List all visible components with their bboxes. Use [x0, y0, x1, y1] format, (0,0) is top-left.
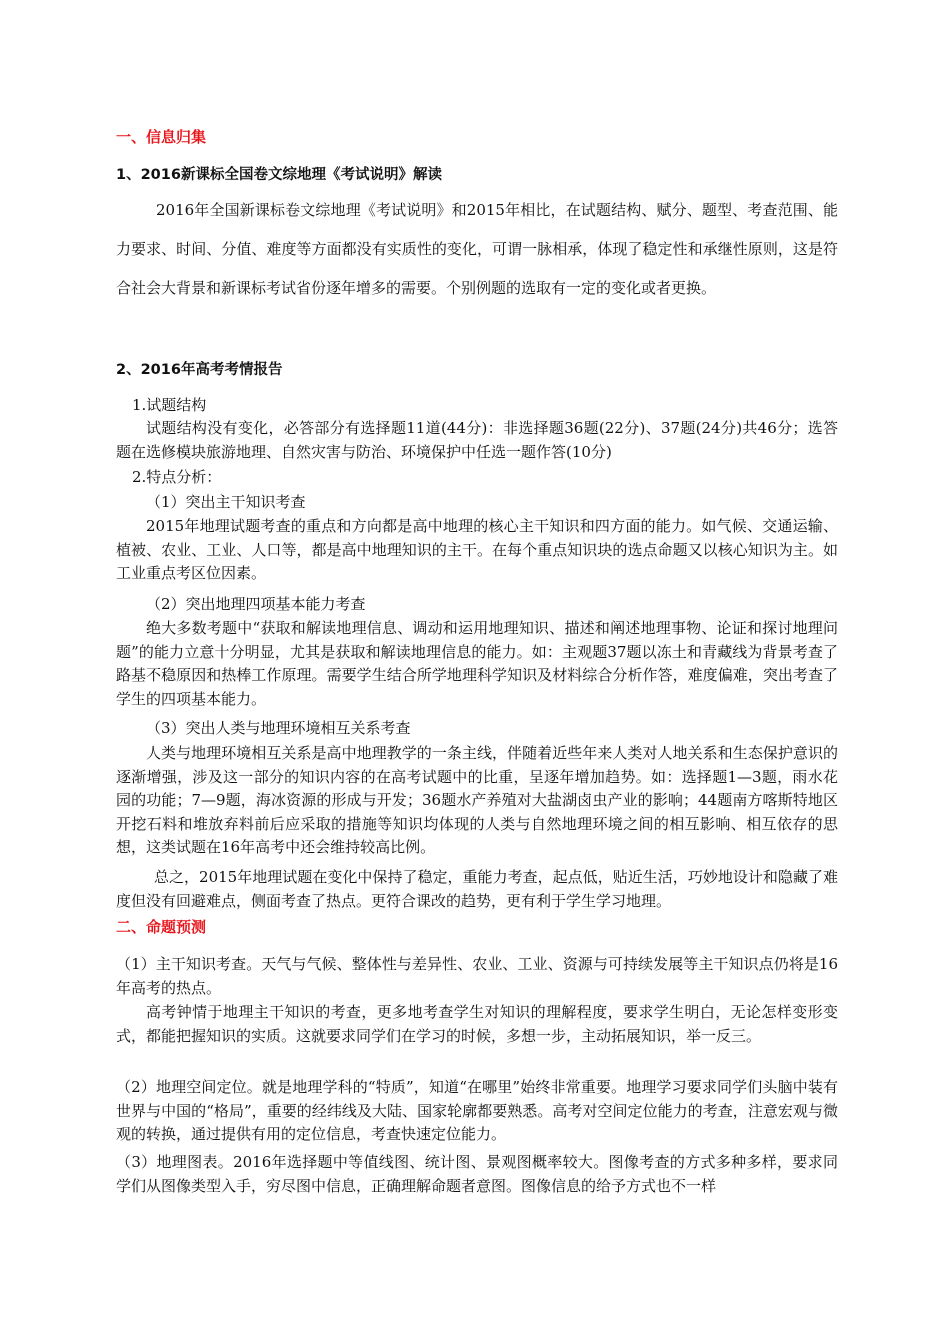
subsection-2-heading: 2、2016年高考考情报告: [116, 362, 283, 378]
section-2-heading: 二、命题预测: [116, 918, 207, 936]
summary-paragraph: 总之，2015年地理试题在变化中保持了稳定，重能力考查，起点低，贴近生活，巧妙地设计和隐藏了难度但没有回避难点，侧面考查了热点。更符合课改的趋势，更有利于学生学习地理。: [116, 868, 838, 910]
subsection-1-paragraph: 2016年全国新课标卷文综地理《考试说明》和2015年相比，在试题结构、赋分、题型、考查范围、能力要求、时间、分值、难度等方面都没有实质性的变化，可谓一脉相承，体现了稳定性和承继性原则，这是符合社会大背景和新课标考试省份逐年增多的需要。个别例题的选取有一定的变化或者更换。: [116, 201, 838, 297]
point-1-title: （1）突出主干知识考查: [146, 493, 306, 511]
subsection-1-heading: 1、2016新课标全国卷文综地理《考试说明》解读: [116, 167, 442, 183]
prediction-3: （3）地理图表。2016年选择题中等值线图、统计图、景观图概率较大。图像考查的方式多种多样，要求同学们从图像类型入手，穷尽图中信息，正确理解命题者意图。图像信息的给予方式也不一样: [116, 1153, 838, 1195]
prediction-2: （2）地理空间定位。就是地理学科的“特质”，知道“在哪里”始终非常重要。地理学习要求同学们头脑中装有世界与中国的“格局”，重要的经纬线及大陆、国家轮廓都要熟悉。高考对空间定位能力的考查，注意宏观与微观的转换，通过提供有用的定位信息，考查快速定位能力。: [116, 1078, 838, 1143]
prediction-1-detail: 高考钟情于地理主干知识的考查，更多地考查学生对知识的理解程度，要求学生明白，无论怎样变形变式，都能把握知识的实质。这就要求同学们在学习的时候，多想一步，主动拓展知识，举一反三。: [116, 1003, 838, 1045]
point-3-text: 人类与地理环境相互关系是高中地理教学的一条主线，伴随着近些年来人类对人地关系和生态保护意识的逐渐增强，涉及这一部分的知识内容的在高考试题中的比重，呈逐年增加趋势。如：选择题1—3题，雨水花园的功能；7—9题，海冰资源的形成与开发；36题水产养殖对大盐湖卤虫产业的影响；44题南方喀斯特地区开挖石料和堆放弃料前后应采取的措施等知识均体现的人类与自然地理环境之间的相互影响、相互依存的思想，这类试题在16年高考中还会维持较高比例。: [116, 744, 838, 856]
point-3-title: （3）突出人类与地理环境相互关系考查: [146, 719, 411, 737]
item-2-title: 2.特点分析：: [132, 468, 222, 486]
point-1-text: 2015年地理试题考查的重点和方向都是高中地理的核心主干知识和四方面的能力。如气候、交通运输、植被、农业、工业、人口等，都是高中地理知识的主干。在每个重点知识块的选点命题又以核心知识为主。如工业重点考区位因素。: [116, 517, 838, 582]
item-1-text: 试题结构没有变化，必答部分有选择题11道(44分)：非选择题36题(22分)、37题(24分)共46分；选答题在选修模块旅游地理、自然灾害与防治、环境保护中任选一题作答(10分): [116, 419, 838, 461]
point-2-text: 绝大多数考题中“获取和解读地理信息、调动和运用地理知识、描述和阐述地理事物、论证和探讨地理问题”的能力立意十分明显，尤其是获取和解读地理信息的能力。如：主观题37题以冻土和青藏线为背景考查了路基不稳原因和热棒工作原理。需要学生结合所学地理科学知识及材料综合分析作答，难度偏难，突出考查了学生的四项基本能力。: [116, 619, 838, 708]
prediction-1: （1）主干知识考查。天气与气候、整体性与差异性、农业、工业、资源与可持续发展等主干知识点仍将是16年高考的热点。: [116, 955, 838, 997]
section-1-heading: 一、信息归集: [116, 128, 207, 146]
item-1-title: 1.试题结构: [132, 396, 207, 414]
point-2-title: （2）突出地理四项基本能力考查: [146, 595, 366, 613]
